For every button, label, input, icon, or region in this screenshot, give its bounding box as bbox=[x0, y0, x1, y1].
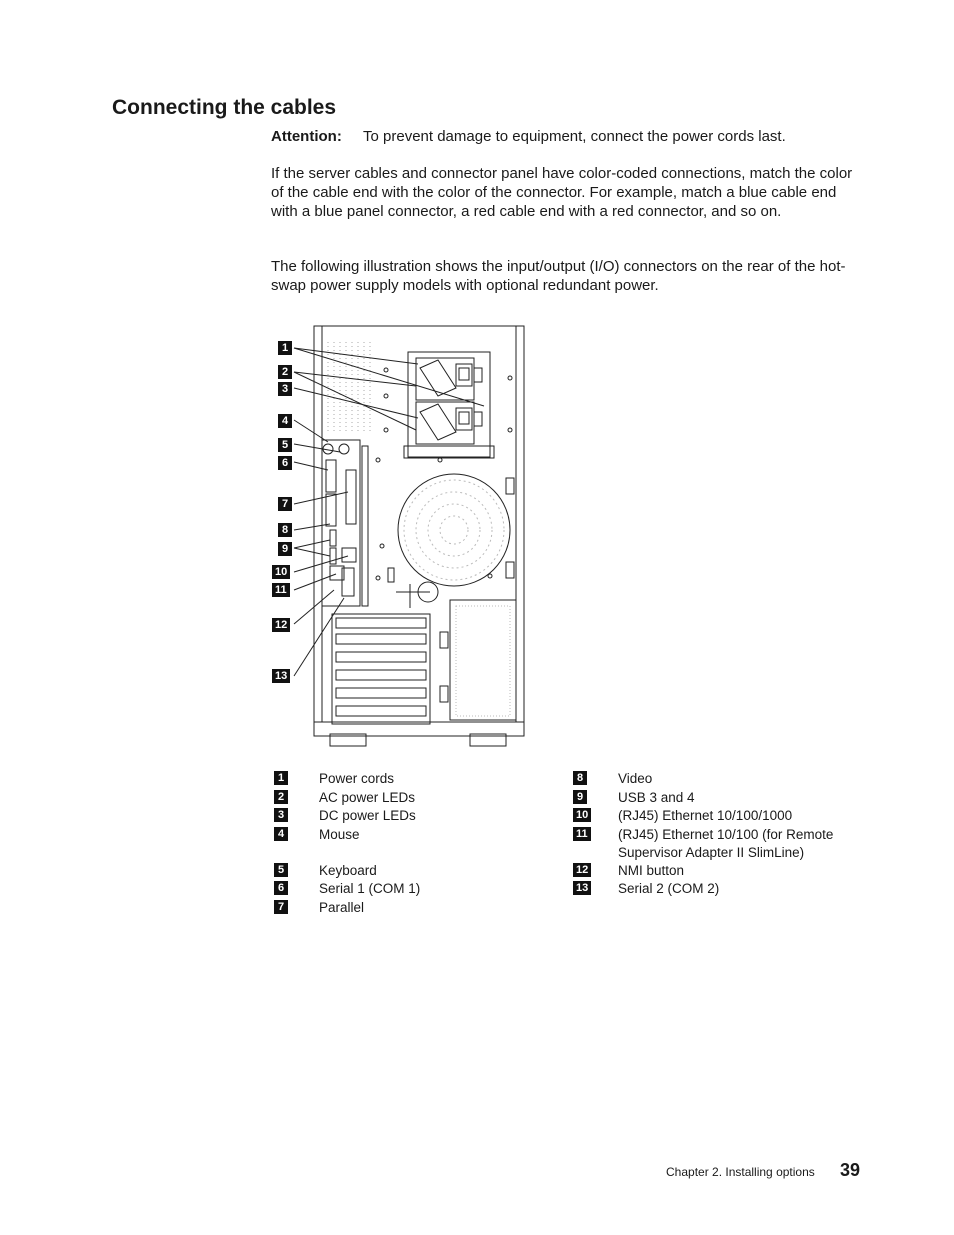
legend-label: (RJ45) Ethernet 10/100 (for Remote Supervisor Adapter II SlimLine) bbox=[618, 826, 834, 860]
callout-2: 2 bbox=[278, 365, 292, 379]
attention-text: To prevent damage to equipment, connect the power cords last. bbox=[363, 128, 786, 145]
callout-3: 3 bbox=[278, 382, 292, 396]
legend-label: Keyboard bbox=[319, 862, 377, 878]
legend-number: 1 bbox=[274, 771, 288, 785]
callout-4: 4 bbox=[278, 414, 292, 428]
callout-13: 13 bbox=[272, 669, 290, 683]
legend-item bbox=[274, 807, 534, 826]
legend-label: Parallel bbox=[319, 899, 365, 915]
callout-9: 9 bbox=[278, 542, 292, 556]
callout-10: 10 bbox=[272, 565, 290, 579]
legend-number: 9 bbox=[573, 790, 587, 804]
legend-number: 6 bbox=[274, 881, 288, 895]
page-number: 39 bbox=[840, 1160, 861, 1180]
callout-11: 11 bbox=[272, 583, 290, 597]
legend-number: 11 bbox=[573, 827, 591, 841]
callout-7: 7 bbox=[278, 497, 292, 511]
legend-number: 4 bbox=[274, 827, 288, 841]
legend-number: 12 bbox=[573, 863, 591, 877]
legend-item bbox=[573, 880, 863, 899]
legend-number: 7 bbox=[274, 900, 288, 914]
color-code-paragraph: If the server cables and connector panel have color-coded connections, match the color of the cable end with the color of the connector. For example, match a blue cable end with a blue panel connector, a red cable end with a red connector, and so on. bbox=[271, 165, 853, 220]
legend-label: Mouse bbox=[319, 826, 360, 842]
legend-item bbox=[573, 789, 863, 808]
legend-item bbox=[274, 770, 534, 789]
callout-5: 5 bbox=[278, 438, 292, 452]
legend-label: USB 3 and 4 bbox=[618, 789, 695, 805]
illustration-intro-paragraph: The following illustration shows the input/output (I/O) connectors on the rear of the hot-swap power supply models with optional redundant power. bbox=[271, 258, 846, 294]
legend-item bbox=[274, 880, 534, 899]
footer-chapter: Chapter 2. Installing options bbox=[666, 1165, 815, 1179]
callout-6: 6 bbox=[278, 456, 292, 470]
callout-12: 12 bbox=[272, 618, 290, 632]
legend-number: 2 bbox=[274, 790, 288, 804]
section-title: Connecting the cables bbox=[112, 96, 337, 119]
legend-label: Serial 1 (COM 1) bbox=[319, 881, 421, 897]
legend-item bbox=[573, 807, 863, 826]
legend-item bbox=[274, 899, 534, 918]
server-rear-illustration bbox=[270, 322, 530, 752]
legend-number: 3 bbox=[274, 808, 288, 822]
attention-label: Attention: bbox=[271, 128, 342, 145]
legend-label: AC power LEDs bbox=[319, 789, 416, 805]
legend-number: 5 bbox=[274, 863, 288, 877]
legend-label: Serial 2 (COM 2) bbox=[618, 881, 720, 897]
legend-label: (RJ45) Ethernet 10/100/1000 bbox=[618, 808, 793, 824]
legend-label: NMI button bbox=[618, 862, 685, 878]
legend-number: 10 bbox=[573, 808, 591, 822]
legend-label: Power cords bbox=[319, 771, 395, 786]
legend-number: 13 bbox=[573, 881, 591, 895]
callout-1: 1 bbox=[278, 341, 292, 355]
legend-item bbox=[573, 862, 863, 881]
legend-item bbox=[274, 789, 534, 808]
legend-label: DC power LEDs bbox=[319, 808, 416, 824]
legend-right bbox=[573, 770, 863, 899]
legend-item bbox=[573, 770, 863, 789]
legend-number: 8 bbox=[573, 771, 587, 785]
legend-item bbox=[274, 826, 534, 862]
legend-left bbox=[274, 770, 534, 918]
legend-label: Video bbox=[618, 771, 653, 786]
legend-item bbox=[274, 862, 534, 881]
attention-note bbox=[271, 127, 861, 146]
legend-item bbox=[573, 826, 863, 862]
callout-8: 8 bbox=[278, 523, 292, 537]
